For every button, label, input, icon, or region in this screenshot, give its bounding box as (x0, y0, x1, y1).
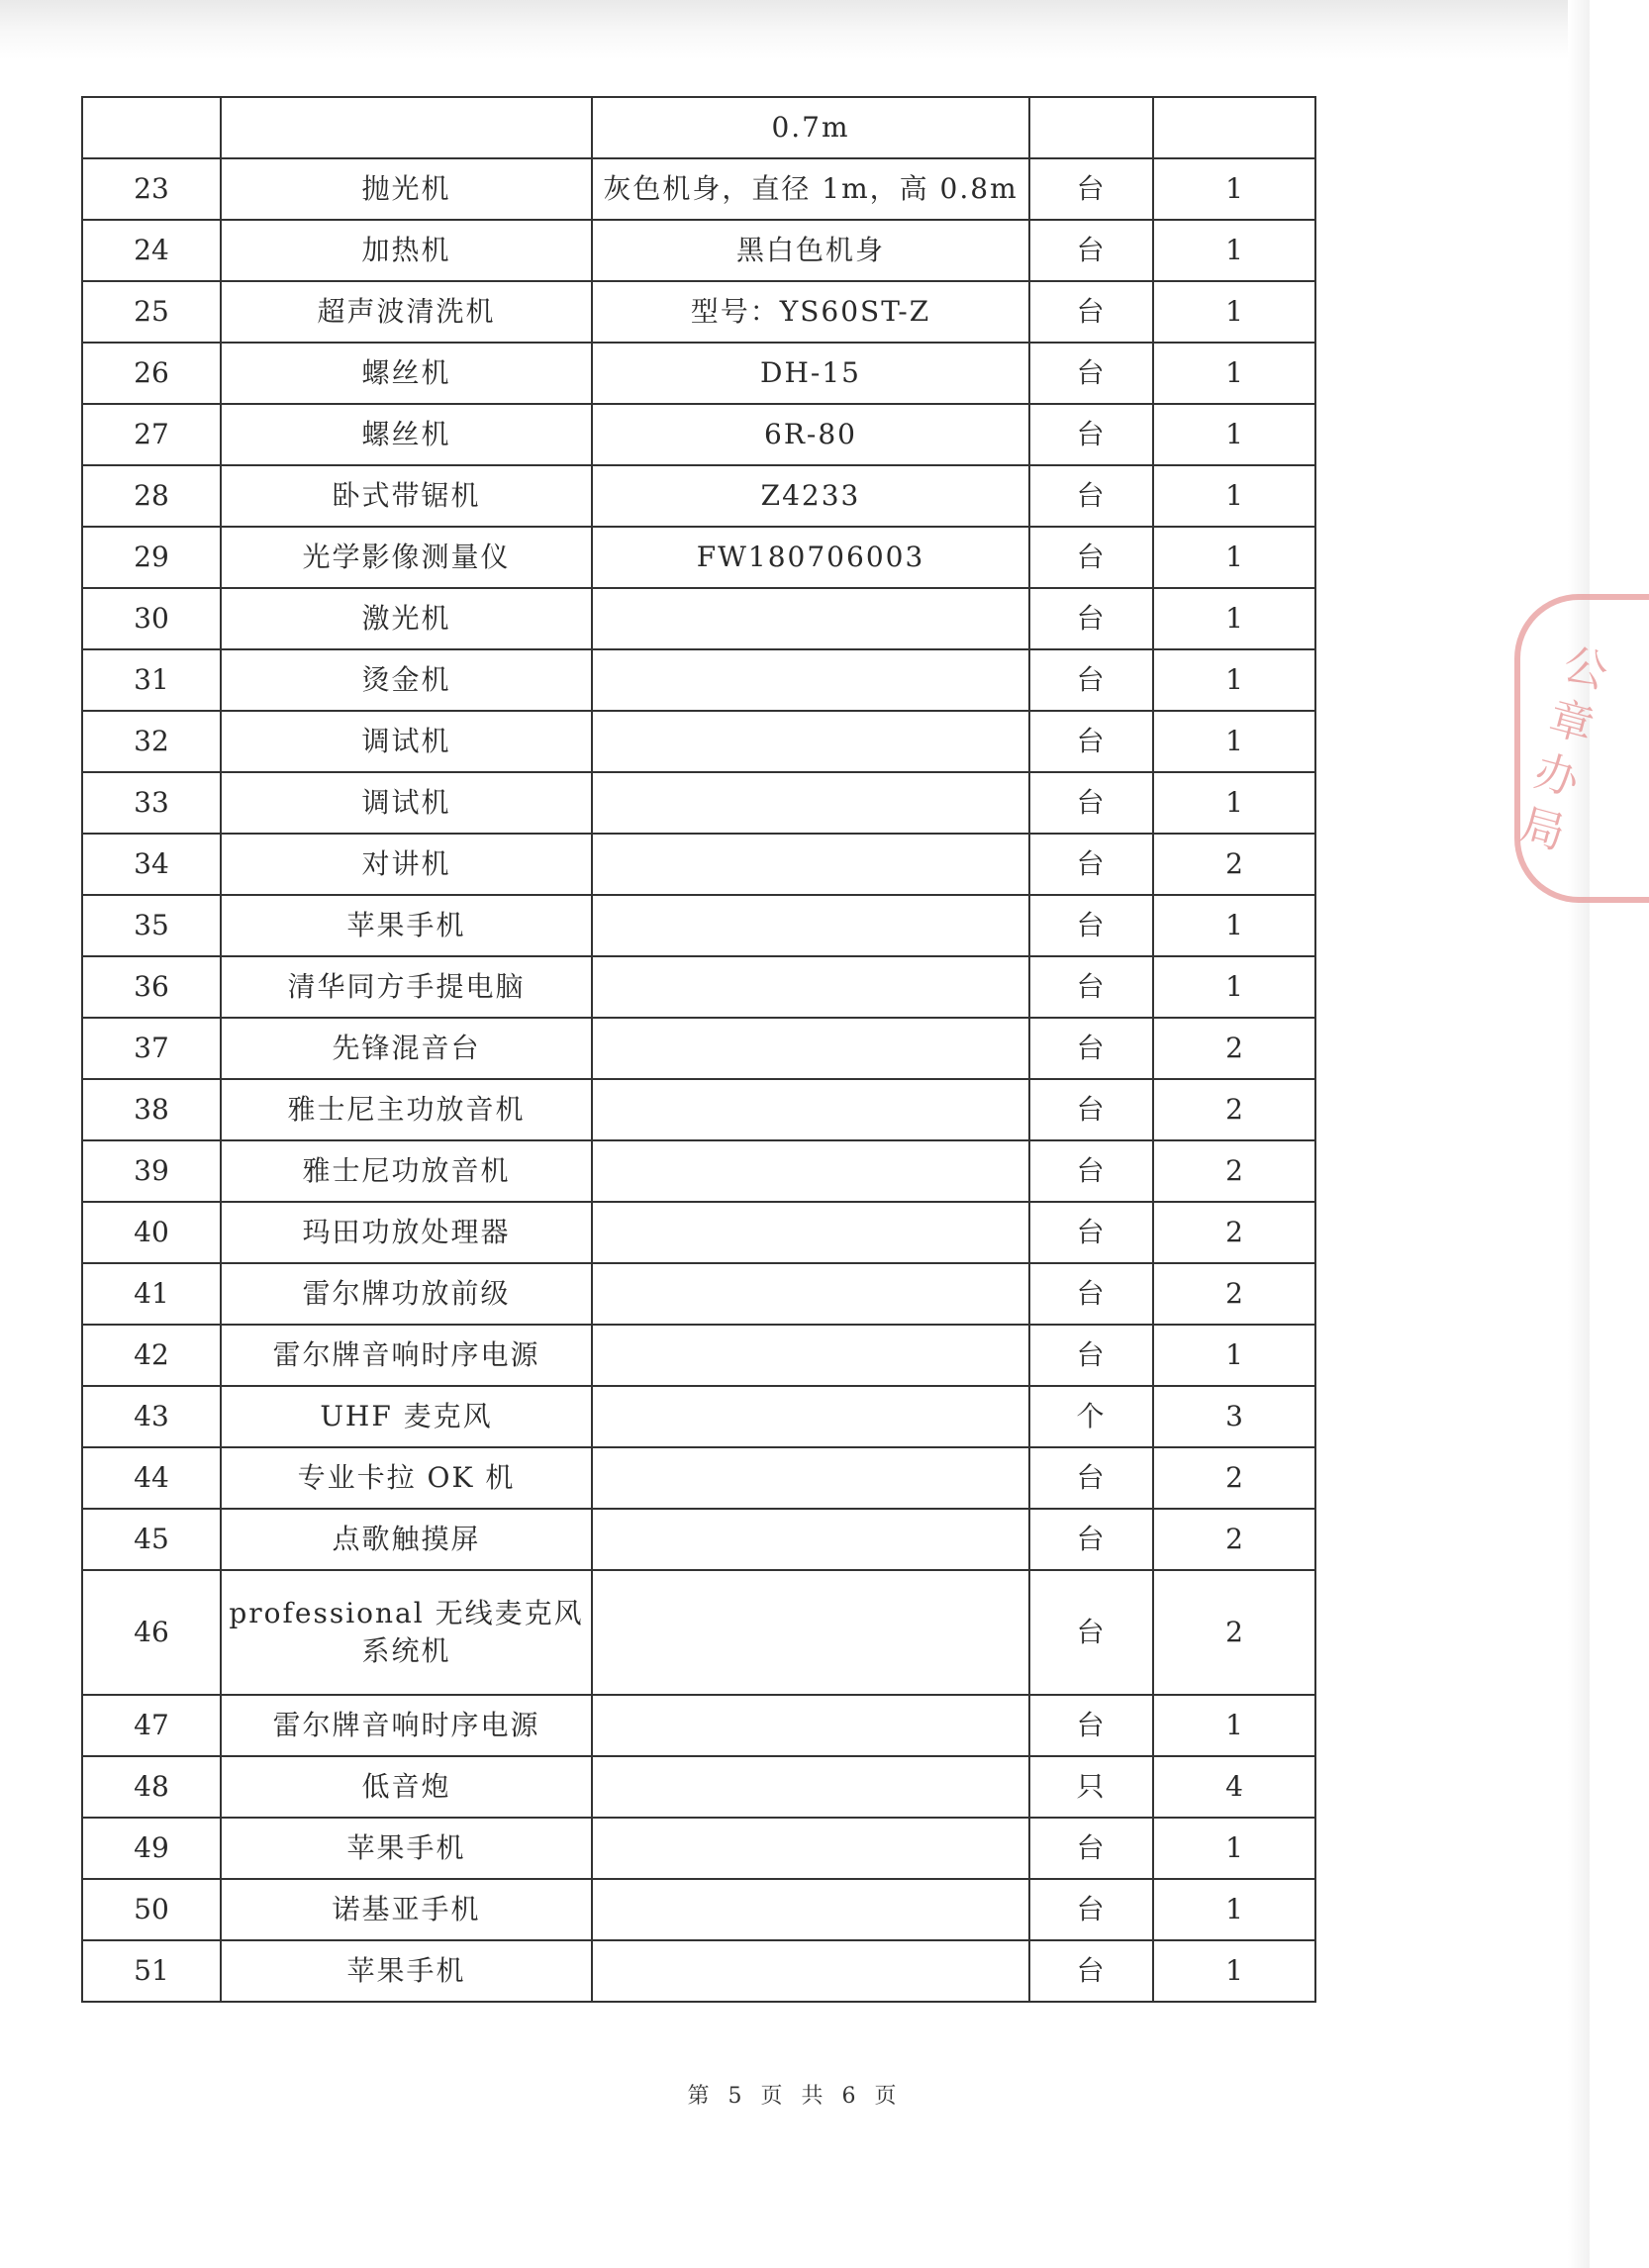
cell-spec (592, 1140, 1029, 1202)
page-number: 第 5 页 共 6 页 (687, 2084, 903, 2109)
table-row (82, 1018, 1315, 1079)
cell-qty: 2 (1153, 1202, 1315, 1263)
cell-unit: 台 (1029, 1447, 1153, 1509)
cell-spec (592, 1386, 1029, 1447)
cell-qty: 2 (1153, 1079, 1315, 1140)
cell-spec (592, 1695, 1029, 1756)
cell-qty: 2 (1153, 1509, 1315, 1570)
cell-no: 26 (82, 343, 221, 404)
cell-unit: 台 (1029, 343, 1153, 404)
cell-no: 28 (82, 465, 221, 527)
cell-spec (592, 1263, 1029, 1325)
cell-name: 螺丝机 (221, 343, 592, 404)
cell-spec (592, 1325, 1029, 1386)
cell-unit: 台 (1029, 1325, 1153, 1386)
cell-spec: DH-15 (592, 343, 1029, 404)
cell-no: 43 (82, 1386, 221, 1447)
cell-qty: 4 (1153, 1756, 1315, 1818)
cell-unit: 台 (1029, 895, 1153, 956)
cell-spec: 黑白色机身 (592, 220, 1029, 281)
cell-spec (592, 956, 1029, 1018)
table-row (82, 834, 1315, 895)
cell-qty: 1 (1153, 956, 1315, 1018)
cell-spec (592, 1079, 1029, 1140)
cell-no: 45 (82, 1509, 221, 1570)
cell-unit: 台 (1029, 1940, 1153, 2002)
cell-qty: 2 (1153, 1447, 1315, 1509)
cell-no: 25 (82, 281, 221, 343)
cell-no: 49 (82, 1818, 221, 1879)
cell-name: 雅士尼功放音机 (221, 1140, 592, 1202)
cell-qty: 1 (1153, 1325, 1315, 1386)
table-row (82, 1695, 1315, 1756)
cell-qty: 2 (1153, 1570, 1315, 1695)
cell-spec (592, 1202, 1029, 1263)
cell-unit: 台 (1029, 711, 1153, 772)
cell-name: 螺丝机 (221, 404, 592, 465)
cell-qty: 1 (1153, 465, 1315, 527)
red-seal-stamp (1514, 594, 1649, 903)
cell-qty: 1 (1153, 895, 1315, 956)
table-row (82, 1509, 1315, 1570)
cell-qty: 1 (1153, 772, 1315, 834)
table-row (82, 1325, 1315, 1386)
equipment-table (81, 96, 1316, 2003)
cell-qty: 2 (1153, 1140, 1315, 1202)
cell-spec: 0.7m (592, 97, 1029, 158)
cell-spec (592, 772, 1029, 834)
cell-no: 35 (82, 895, 221, 956)
cell-spec (592, 1509, 1029, 1570)
cell-unit: 台 (1029, 158, 1153, 220)
table-row (82, 1202, 1315, 1263)
cell-qty: 1 (1153, 1695, 1315, 1756)
cell-name: 调试机 (221, 772, 592, 834)
cell-unit: 台 (1029, 527, 1153, 588)
scan-edge (1568, 0, 1590, 2268)
cell-qty: 3 (1153, 1386, 1315, 1447)
cell-spec (592, 834, 1029, 895)
table-row (82, 404, 1315, 465)
cell-no: 33 (82, 772, 221, 834)
cell-unit: 台 (1029, 1509, 1153, 1570)
cell-unit: 台 (1029, 956, 1153, 1018)
cell-no: 37 (82, 1018, 221, 1079)
cell-unit: 台 (1029, 772, 1153, 834)
cell-spec: 6R-80 (592, 404, 1029, 465)
cell-name: 苹果手机 (221, 895, 592, 956)
cell-name: 烫金机 (221, 649, 592, 711)
cell-unit: 台 (1029, 1695, 1153, 1756)
cell-no: 27 (82, 404, 221, 465)
cell-no: 46 (82, 1570, 221, 1695)
cell-unit: 台 (1029, 1079, 1153, 1140)
cell-spec (592, 1879, 1029, 1940)
cell-qty: 1 (1153, 158, 1315, 220)
stamp-text: 公章办局 (1514, 639, 1613, 860)
cell-no: 51 (82, 1940, 221, 2002)
cell-qty: 2 (1153, 1263, 1315, 1325)
cell-spec (592, 895, 1029, 956)
cell-qty: 1 (1153, 343, 1315, 404)
cell-unit: 台 (1029, 1570, 1153, 1695)
cell-name: UHF 麦克风 (221, 1386, 592, 1447)
cell-no: 39 (82, 1140, 221, 1202)
cell-spec (592, 1756, 1029, 1818)
cell-spec: 型号：YS60ST-Z (592, 281, 1029, 343)
cell-no: 50 (82, 1879, 221, 1940)
cell-no: 30 (82, 588, 221, 649)
table-row (82, 343, 1315, 404)
cell-spec: 灰色机身，直径 1m，高 0.8m (592, 158, 1029, 220)
cell-spec (592, 588, 1029, 649)
cell-spec (592, 1940, 1029, 2002)
cell-qty (1153, 97, 1315, 158)
cell-qty: 1 (1153, 588, 1315, 649)
table-row (82, 220, 1315, 281)
cell-spec (592, 711, 1029, 772)
cell-name (221, 97, 592, 158)
cell-qty: 1 (1153, 220, 1315, 281)
cell-name: 苹果手机 (221, 1940, 592, 2002)
table-row (82, 1756, 1315, 1818)
cell-unit: 台 (1029, 649, 1153, 711)
cell-unit: 台 (1029, 465, 1153, 527)
table-row (82, 527, 1315, 588)
cell-no: 34 (82, 834, 221, 895)
cell-name: 先锋混音台 (221, 1018, 592, 1079)
table-row (82, 1079, 1315, 1140)
cell-no: 41 (82, 1263, 221, 1325)
cell-spec (592, 1570, 1029, 1695)
cell-no (82, 97, 221, 158)
cell-qty: 1 (1153, 281, 1315, 343)
cell-unit: 个 (1029, 1386, 1153, 1447)
cell-name: 低音炮 (221, 1756, 592, 1818)
cell-no: 40 (82, 1202, 221, 1263)
cell-name: 超声波清洗机 (221, 281, 592, 343)
table-row (82, 1879, 1315, 1940)
cell-name: 光学影像测量仪 (221, 527, 592, 588)
cell-qty: 1 (1153, 1818, 1315, 1879)
cell-unit: 台 (1029, 1018, 1153, 1079)
table-row (82, 465, 1315, 527)
table-row (82, 1447, 1315, 1509)
cell-spec: FW180706003 (592, 527, 1029, 588)
table-row (82, 1940, 1315, 2002)
cell-qty: 1 (1153, 649, 1315, 711)
cell-name: professional 无线麦克风系统机 (221, 1570, 592, 1695)
table-row (82, 97, 1315, 158)
table-row (82, 158, 1315, 220)
cell-name: 抛光机 (221, 158, 592, 220)
cell-no: 29 (82, 527, 221, 588)
cell-name: 诺基亚手机 (221, 1879, 592, 1940)
cell-name: 雅士尼主功放音机 (221, 1079, 592, 1140)
table-row (82, 588, 1315, 649)
table-row (82, 956, 1315, 1018)
cell-name: 苹果手机 (221, 1818, 592, 1879)
cell-name: 清华同方手提电脑 (221, 956, 592, 1018)
cell-name: 对讲机 (221, 834, 592, 895)
table-row (82, 649, 1315, 711)
table-row (82, 281, 1315, 343)
cell-name: 调试机 (221, 711, 592, 772)
table-row (82, 1570, 1315, 1695)
table-row (82, 895, 1315, 956)
cell-name: 激光机 (221, 588, 592, 649)
cell-spec (592, 1447, 1029, 1509)
cell-unit: 台 (1029, 1818, 1153, 1879)
cell-no: 38 (82, 1079, 221, 1140)
cell-unit: 只 (1029, 1756, 1153, 1818)
cell-spec (592, 649, 1029, 711)
cell-unit: 台 (1029, 220, 1153, 281)
table-row (82, 1140, 1315, 1202)
table-row (82, 1818, 1315, 1879)
table-row (82, 1386, 1315, 1447)
cell-name: 点歌触摸屏 (221, 1509, 592, 1570)
table-row (82, 711, 1315, 772)
cell-unit: 台 (1029, 281, 1153, 343)
cell-no: 32 (82, 711, 221, 772)
cell-qty: 2 (1153, 1018, 1315, 1079)
cell-unit: 台 (1029, 1879, 1153, 1940)
cell-spec (592, 1018, 1029, 1079)
table-row (82, 1263, 1315, 1325)
cell-qty: 2 (1153, 834, 1315, 895)
cell-name: 卧式带锯机 (221, 465, 592, 527)
cell-name: 专业卡拉 OK 机 (221, 1447, 592, 1509)
cell-name: 雷尔牌音响时序电源 (221, 1695, 592, 1756)
cell-qty: 1 (1153, 404, 1315, 465)
cell-name: 加热机 (221, 220, 592, 281)
cell-unit: 台 (1029, 1202, 1153, 1263)
cell-unit: 台 (1029, 588, 1153, 649)
cell-unit: 台 (1029, 1263, 1153, 1325)
cell-unit: 台 (1029, 1140, 1153, 1202)
cell-qty: 1 (1153, 527, 1315, 588)
cell-qty: 1 (1153, 1879, 1315, 1940)
cell-name: 玛田功放处理器 (221, 1202, 592, 1263)
cell-spec (592, 1818, 1029, 1879)
cell-no: 31 (82, 649, 221, 711)
cell-no: 23 (82, 158, 221, 220)
cell-unit: 台 (1029, 404, 1153, 465)
cell-no: 44 (82, 1447, 221, 1509)
cell-unit (1029, 97, 1153, 158)
table-row (82, 772, 1315, 834)
cell-name: 雷尔牌音响时序电源 (221, 1325, 592, 1386)
cell-spec: Z4233 (592, 465, 1029, 527)
cell-unit: 台 (1029, 834, 1153, 895)
cell-name: 雷尔牌功放前级 (221, 1263, 592, 1325)
cell-qty: 1 (1153, 711, 1315, 772)
cell-no: 36 (82, 956, 221, 1018)
cell-qty: 1 (1153, 1940, 1315, 2002)
cell-no: 47 (82, 1695, 221, 1756)
cell-no: 48 (82, 1756, 221, 1818)
cell-no: 24 (82, 220, 221, 281)
cell-no: 42 (82, 1325, 221, 1386)
table-body (82, 97, 1315, 2002)
